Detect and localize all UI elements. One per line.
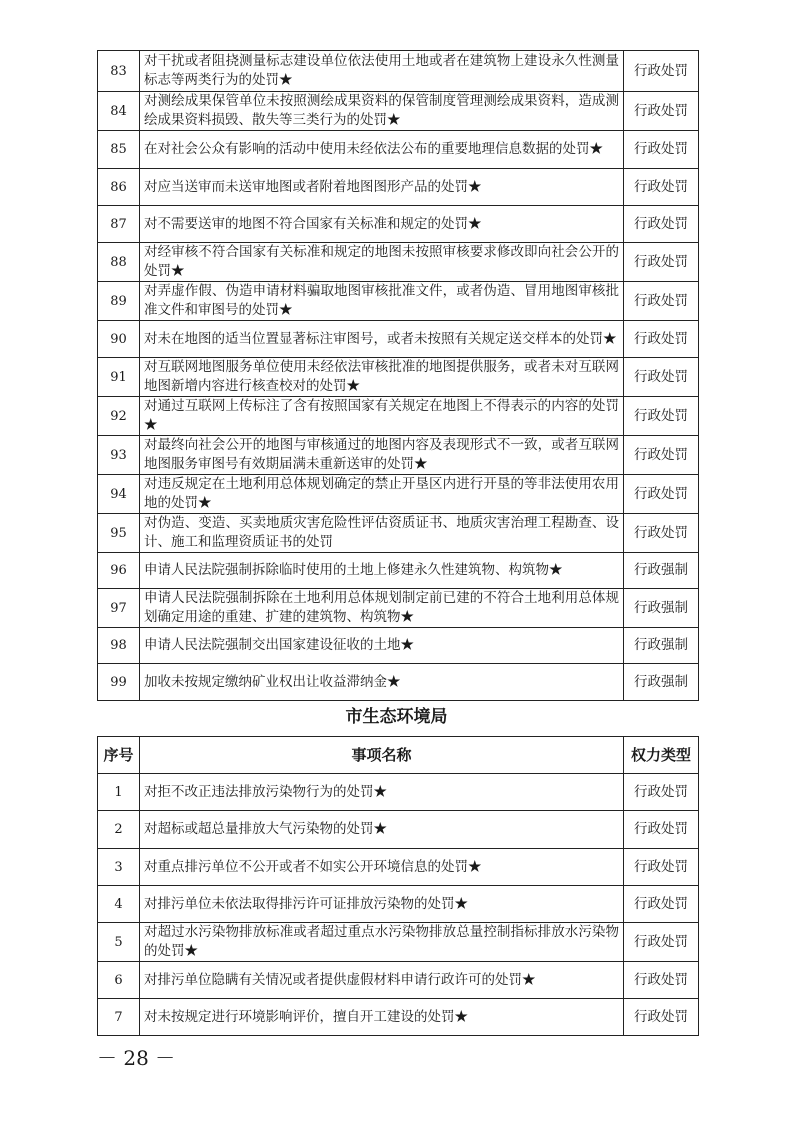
table-row	[98, 999, 699, 1036]
item-name: 对经审核不符合国家有关标准和规定的地图未按照审核要求修改即向社会公开的处罚★	[140, 243, 624, 282]
row-number: 88	[98, 243, 140, 282]
row-number: 91	[98, 358, 140, 397]
row-number: 84	[98, 92, 140, 131]
table-row	[98, 514, 699, 553]
power-type: 行政处罚	[624, 436, 699, 475]
table-row	[98, 321, 699, 358]
table-row	[98, 628, 699, 664]
table-row	[98, 923, 699, 962]
power-type: 行政处罚	[624, 51, 699, 92]
item-name: 对违反规定在土地利用总体规划确定的禁止开垦区内进行开垦的等非法使用农用地的处罚★	[140, 475, 624, 514]
row-number: 4	[98, 886, 140, 923]
power-type: 行政处罚	[624, 962, 699, 999]
table-row	[98, 475, 699, 514]
table-row	[98, 811, 699, 849]
item-name: 申请人民法院强制拆除在土地利用总体规划制定前已建的不符合土地利用总体规划确定用途的重建、扩建的建筑物、构筑物★	[140, 589, 624, 628]
item-name: 对弄虚作假、伪造申请材料骗取地图审核批准文件，或者伪造、冒用地图审核批准文件和审图号的处罚★	[140, 282, 624, 321]
item-name: 对不需要送审的地图不符合国家有关标准和规定的处罚★	[140, 206, 624, 243]
row-number: 93	[98, 436, 140, 475]
table-row	[98, 358, 699, 397]
row-number: 98	[98, 628, 140, 664]
header-item-name: 事项名称	[140, 737, 624, 774]
power-type: 行政处罚	[624, 774, 699, 811]
item-name: 加收未按规定缴纳矿业权出让收益滞纳金★	[140, 664, 624, 701]
power-type: 行政强制	[624, 589, 699, 628]
row-number: 83	[98, 51, 140, 92]
row-number: 87	[98, 206, 140, 243]
page-number: － 28 －	[97, 1046, 176, 1070]
table-row	[98, 169, 699, 206]
row-number: 96	[98, 553, 140, 589]
table-row	[98, 774, 699, 811]
table-row	[98, 589, 699, 628]
permissions-table-natural-resources	[97, 50, 699, 701]
item-name: 在对社会公众有影响的活动中使用未经依法公布的重要地理信息数据的处罚★	[140, 131, 624, 169]
power-type: 行政处罚	[624, 514, 699, 553]
row-number: 7	[98, 999, 140, 1036]
item-name: 对通过互联网上传标注了含有按照国家有关规定在地图上不得表示的内容的处罚★	[140, 397, 624, 436]
power-type: 行政强制	[624, 553, 699, 589]
item-name: 对超过水污染物排放标准或者超过重点水污染物排放总量控制指标排放水污染物的处罚★	[140, 923, 624, 962]
row-number: 94	[98, 475, 140, 514]
item-name: 对互联网地图服务单位使用未经依法审核批准的地图提供服务，或者未对互联网地图新增内容进行核查校对的处罚★	[140, 358, 624, 397]
table-row	[98, 51, 699, 92]
power-type: 行政处罚	[624, 886, 699, 923]
table-header-row	[98, 737, 699, 774]
item-name: 对排污单位未依法取得排污许可证排放污染物的处罚★	[140, 886, 624, 923]
power-type: 行政强制	[624, 664, 699, 701]
row-number: 85	[98, 131, 140, 169]
item-name: 对拒不改正违法排放污染物行为的处罚★	[140, 774, 624, 811]
row-number: 3	[98, 849, 140, 886]
row-number: 5	[98, 923, 140, 962]
table-row	[98, 92, 699, 131]
table-row	[98, 664, 699, 701]
row-number: 97	[98, 589, 140, 628]
table-row	[98, 962, 699, 999]
power-type: 行政处罚	[624, 397, 699, 436]
row-number: 95	[98, 514, 140, 553]
power-type: 行政处罚	[624, 999, 699, 1036]
table-row	[98, 553, 699, 589]
power-type: 行政处罚	[624, 811, 699, 849]
header-number: 序号	[98, 737, 140, 774]
row-number: 2	[98, 811, 140, 849]
power-type: 行政处罚	[624, 92, 699, 131]
table-row	[98, 206, 699, 243]
row-number: 89	[98, 282, 140, 321]
row-number: 1	[98, 774, 140, 811]
item-name: 对伪造、变造、买卖地质灾害危险性评估资质证书、地质灾害治理工程勘查、设计、施工和监理资质证书的处罚	[140, 514, 624, 553]
power-type: 行政处罚	[624, 923, 699, 962]
power-type: 行政处罚	[624, 131, 699, 169]
power-type: 行政处罚	[624, 282, 699, 321]
item-name: 对最终向社会公开的地图与审核通过的地图内容及表现形式不一致，或者互联网地图服务审图号有效期届满未重新送审的处罚★	[140, 436, 624, 475]
item-name: 对未按规定进行环境影响评价，擅自开工建设的处罚★	[140, 999, 624, 1036]
power-type: 行政处罚	[624, 243, 699, 282]
power-type: 行政处罚	[624, 206, 699, 243]
item-name: 对测绘成果保管单位未按照测绘成果资料的保管制度管理测绘成果资料，造成测绘成果资料损毁、散失等三类行为的处罚★	[140, 92, 624, 131]
table-row	[98, 131, 699, 169]
table-row	[98, 886, 699, 923]
item-name: 对排污单位隐瞒有关情况或者提供虚假材料申请行政许可的处罚★	[140, 962, 624, 999]
row-number: 99	[98, 664, 140, 701]
table-row	[98, 397, 699, 436]
table-row	[98, 849, 699, 886]
power-type: 行政处罚	[624, 169, 699, 206]
row-number: 86	[98, 169, 140, 206]
item-name: 对重点排污单位不公开或者不如实公开环境信息的处罚★	[140, 849, 624, 886]
item-name: 对应当送审而未送审地图或者附着地图图形产品的处罚★	[140, 169, 624, 206]
item-name: 对干扰或者阻挠测量标志建设单位依法使用土地或者在建筑物上建设永久性测量标志等两类行为的处罚★	[140, 51, 624, 92]
table-row	[98, 243, 699, 282]
row-number: 90	[98, 321, 140, 358]
header-power-type: 权力类型	[624, 737, 699, 774]
item-name: 申请人民法院强制交出国家建设征收的土地★	[140, 628, 624, 664]
item-name: 对超标或超总量排放大气污染物的处罚★	[140, 811, 624, 849]
table-row	[98, 282, 699, 321]
power-type: 行政处罚	[624, 849, 699, 886]
power-type: 行政处罚	[624, 358, 699, 397]
item-name: 对未在地图的适当位置显著标注审图号，或者未按照有关规定送交样本的处罚★	[140, 321, 624, 358]
row-number: 6	[98, 962, 140, 999]
power-type: 行政处罚	[624, 321, 699, 358]
table-row	[98, 436, 699, 475]
item-name: 申请人民法院强制拆除临时使用的土地上修建永久性建筑物、构筑物★	[140, 553, 624, 589]
power-type: 行政强制	[624, 628, 699, 664]
section-title: 市生态环境局	[345, 707, 448, 727]
power-type: 行政处罚	[624, 475, 699, 514]
row-number: 92	[98, 397, 140, 436]
permissions-table-ecology-environment	[97, 736, 699, 1036]
